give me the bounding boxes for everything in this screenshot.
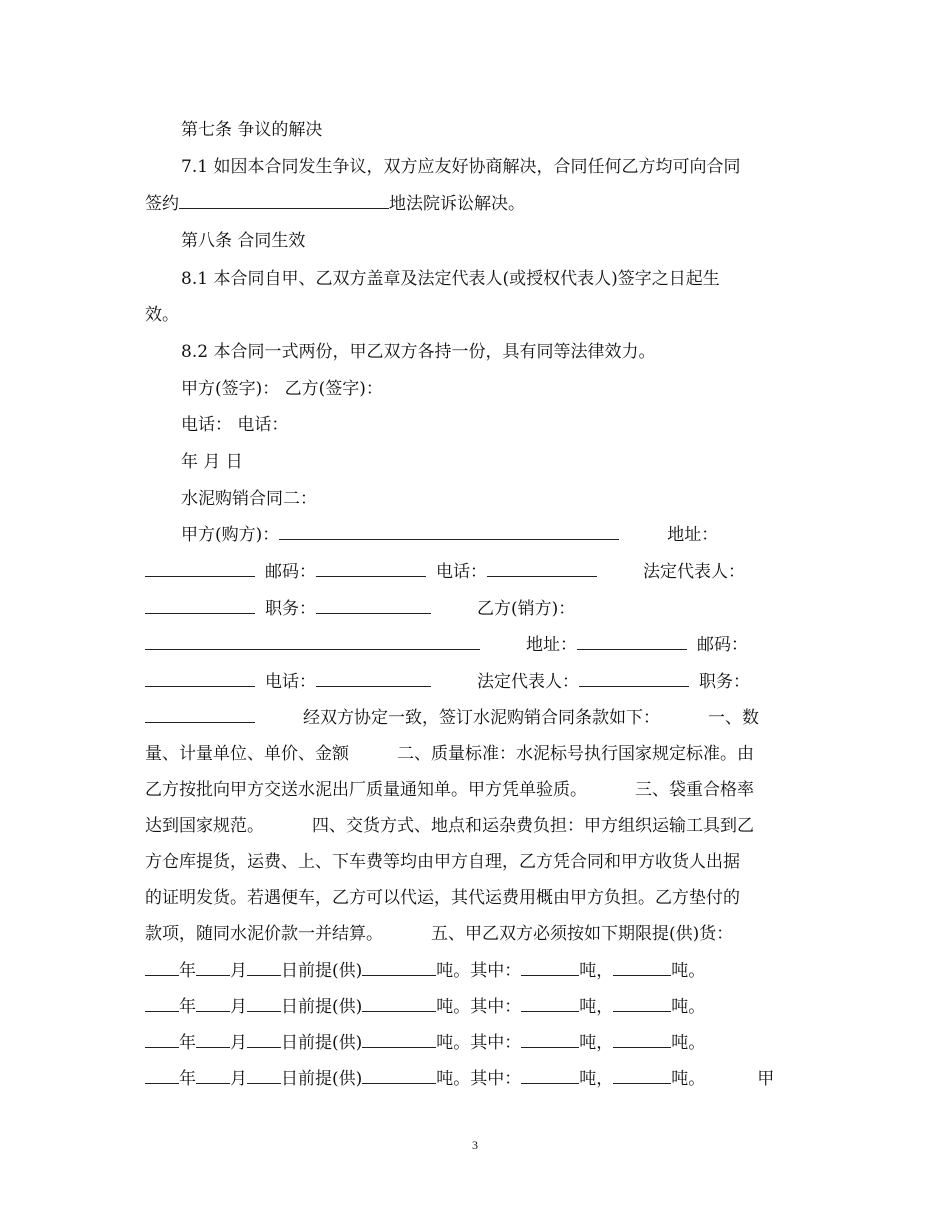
schedule-row: 年 月 日前提(供) 吨。其中： 吨， 吨。 甲 — [145, 1067, 805, 1091]
seller-details-line1: 地址： 邮码： — [145, 633, 805, 657]
blank-field — [613, 996, 671, 1012]
blank-field — [145, 671, 255, 687]
terms-line3: 乙方按批向甲方交送水泥出厂质量通知单。甲方凭单验质。 三、袋重合格率 — [145, 780, 754, 800]
page-number: 3 — [472, 1138, 478, 1152]
article8-clause1-line2: 效。 — [145, 305, 179, 325]
buyer-details-line1: 邮码： 电话： 法定代表人： — [145, 560, 805, 584]
terms-intro-line: 经双方协定一致，签订水泥购销合同条款如下： 一、数 — [145, 706, 805, 730]
blank-field — [521, 996, 579, 1012]
article7-heading: 第七条 争议的解决 — [181, 120, 323, 140]
article8-clause1-line1: 8.1 本合同自甲、乙双方盖章及法定代表人(或授权代表人)签字之日起生 — [181, 269, 720, 289]
blank-field — [521, 1032, 579, 1048]
article7-clause1-line1: 7.1 如因本合同发生争议，双方应友好协商解决，合同任何乙方均可向合同 — [181, 157, 741, 177]
blank-field — [247, 1032, 281, 1048]
blank-field — [579, 671, 689, 687]
blank-field — [247, 996, 281, 1012]
blank-field — [316, 671, 431, 687]
blank-field — [145, 634, 480, 650]
blank-field — [316, 561, 426, 577]
blank-field — [487, 561, 597, 577]
blank-field — [196, 960, 230, 976]
blank-field — [362, 996, 436, 1012]
buyer-details-line2: 职务： 乙方(销方)： — [145, 597, 805, 621]
blank-field — [196, 996, 230, 1012]
signature-line: 甲方(签字)： 乙方(签字)： — [181, 379, 383, 399]
blank-field — [316, 598, 431, 614]
terms-line2: 量、计量单位、单价、金额 二、质量标准：水泥标号执行国家规定标准。由 — [145, 744, 754, 764]
blank-field — [613, 1068, 671, 1084]
contract2-title: 水泥购销合同二： — [181, 489, 317, 509]
blank-field — [145, 561, 255, 577]
blank-field — [145, 960, 179, 976]
blank-field — [145, 707, 255, 723]
blank-field — [362, 960, 436, 976]
schedule-row: 年 月 日前提(供) 吨。其中： 吨， 吨。 — [145, 1031, 805, 1055]
schedule-row: 年 月 日前提(供) 吨。其中： 吨， 吨。 — [145, 995, 805, 1019]
seller-details-line2: 电话： 法定代表人： 职务： — [145, 670, 805, 694]
blank-field — [613, 960, 671, 976]
terms-line5: 方仓库提货，运费、上、下车费等均由甲方自理，乙方凭合同和甲方收货人出据 — [145, 852, 740, 872]
blank-field — [577, 634, 687, 650]
phone-line: 电话： 电话： — [181, 415, 289, 435]
blank-field — [145, 1032, 179, 1048]
blank-field — [247, 1068, 281, 1084]
blank-field — [362, 1068, 436, 1084]
blank-field — [362, 1032, 436, 1048]
terms-line4: 达到国家规范。 四、交货方式、地点和运杂费负担：甲方组织运输工具到乙 — [145, 816, 754, 836]
blank-field — [145, 598, 255, 614]
blank-field — [196, 1068, 230, 1084]
buyer-line: 甲方(购方)： 地址： — [181, 525, 719, 545]
terms-line7: 款项，随同水泥价款一并结算。 五、甲乙双方必须按如下期限提(供)货： — [145, 924, 734, 944]
article7-clause1-line2: 签约 地法院诉讼解决。 — [145, 194, 525, 214]
blank-field — [179, 193, 389, 209]
blank-field — [145, 1068, 179, 1084]
blank-field — [196, 1032, 230, 1048]
blank-field — [521, 1068, 579, 1084]
date-line: 年 月 日 — [181, 452, 243, 472]
terms-line6: 的证明发货。若遇便车，乙方可以代运，其代运费用概由甲方负担。乙方垫付的 — [145, 888, 740, 908]
blank-field — [247, 960, 281, 976]
blank-field — [279, 524, 619, 540]
schedule-row: 年 月 日前提(供) 吨。其中： 吨， 吨。 — [145, 959, 805, 983]
article8-heading: 第八条 合同生效 — [181, 231, 306, 251]
article8-clause2: 8.2 本合同一式两份，甲乙双方各持一份，具有同等法律效力。 — [181, 342, 656, 362]
blank-field — [145, 996, 179, 1012]
blank-field — [521, 960, 579, 976]
blank-field — [613, 1032, 671, 1048]
